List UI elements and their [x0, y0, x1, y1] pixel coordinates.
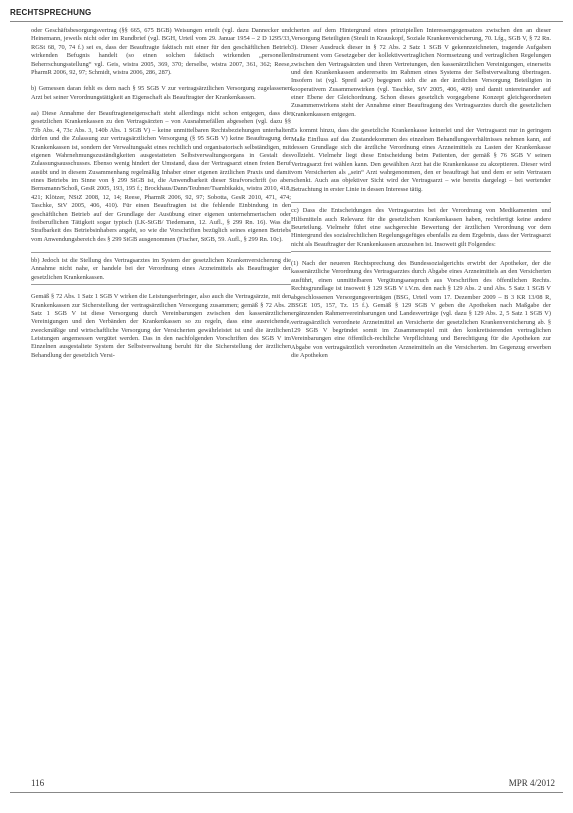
paragraph: Gemäß § 72 Abs. 1 Satz 1 SGB V wirken die Leistungserbringer, also auch die Vertragsärzte, mit den Krankenkassen zur Sicherstellung der vertragsärztlichen Versorgung zusammen; gemäß § 72 Abs. 2 Satz 1 SGB V ist diese Versorgung durch Vereinbarungen zwischen den kassenärztlichen Vereinigungen und den Verbänden der Krankenkassen so zu regeln, dass eine ausreichende, zweckmäßige und wirtschaftliche Versorgung der Versicherten gewährleistet ist und die ärztlichen Leistungen angemessen vergütet werden. Das in den nachfolgenden Vorschriften des SGB V im Einzelnen ausgestaltete System der Selbstverwaltung beruht für die Sicherstellung der ärztlichen Behandlung der gesetzlich Versi- [31, 293, 291, 359]
right-column [291, 27, 551, 369]
paragraph: cherten auf dem Hintergrund eines prinzipiellen Interessengegensatzes zwischen den an dieser Versorgung Beteiligten (Steuli in Krauskopf, Soziale Krankenversicherung, 70. Lfg., SGB V, § 72 Rn. 3). Dieser Ausdruck dieser in § 72 Abs. 2 Satz 1 SGB V gekennzeichneten, tragende Aufgaben Instrument vom Gesetzgeber der kollektivvertraglichen Normsetzung und vertraglichen Regelungen zwischen den Vertragsärzten und ihren Vertretungen, den kassenärztlichen Vereinigungen, einerseits und den Krankenkassen andererseits im Rahmen eines Systems der Selbstverwaltung übertragen. Insofern ist (vgl. Spreil aaO) begegnen sich die an der ärztlichen Versorgung Beteiligten in kooperativem Zusammenwirken (vgl. Taschke, StV 2005, 406, 409) und damit untereinander auf einer Ebene der Gleichordnung. Schon dieses gesetzlich vorgegebene Konzept gleichgeordneten Zusammenwirkens steht der Annahme einer Beauftragung des Vertragsarztes durch die gesetzlichen Krankenkassen entgegen. [291, 27, 551, 118]
paragraph: Es kommt hinzu, dass die gesetzliche Krankenkasse keinerlei und der Vertragsarzt nur in geringem Maße Einfluss auf das Zustandekommen des einzelnen Behandlungsverhältnisses nehmen kann, auf dessen Grundlage sich die ärztliche Verordnung eines Arzneimittels zu Lasten der Krankenkasse vollzieht. Vielmehr liegt diese Entscheidung beim Patienten, der gemäß § 76 SGB V seinen Vertragsarzt frei wählen kann. Den gewählten Arzt hat die Krankenkasse zu akzeptieren. Dieser wird vom Versicherten als „sein“ Arzt wahrgenommen, den er beauftragt hat und dem er sein Vertrauen schenkt. Auch aus objektiver Sicht wird der Vertragsarzt – wie bereits dargelegt – bei wertender Betrachtung in erster Linie in dessen Interesse tätig. [291, 127, 551, 193]
header-divider [10, 21, 563, 22]
paragraph: oder Geschäftsbesorgungsvertrag (§§ 665, 675 BGB) Weisungen erteilt (vgl. dazu Dannecker und Heinemann, jeweils nicht oder im Rundbrief (vgl. BGH, Urteil vom 29. Januar 1954 – 2 D 1295/33, RGSt 68, 70, 74 f.) sei es, dass der Beauftragte faktisch mit einer für den geschäftlichen Betrieb wirkenden Befugnis handelt (so einen solchen faktisch wirkenden „personellen Beherrschungsstellung“ vgl. Geis, wistra 2005, 369, 370; derselbe, wistra 2007, 361, 362; Reese, PharmR 2006, 92, 97; Schmidt, wistra 2006, 286, 287). [31, 27, 291, 76]
left-column [31, 27, 291, 368]
paragraph: b) Gemessen daran fehlt es dem nach § 95 SGB V zur vertragsärztlichen Versorgung zugelassenen Arzt bei seiner Verordnungstätigkeit an Eigenschaft als Beauftragter der Krankenkassen. [31, 85, 291, 101]
paragraph-boxed: cc) Dass die Entscheidungen des Vertragsarztes bei der Verordnung von Medikamenten und Hilfsmitteln auch Relevanz für die gesetzlichen Krankenkassen haben, rechtfertigt keine andere Beurteilung. Vielmehr führt eine sachgerechte Bewertung der ärztlichen Verordnung vor dem Hintergrund des sozialrechtlichen Regelungsgefüges ebenfalls zu dem Ergebnis, dass der Vertragsarzt nicht als Beauftragter der Krankenkassen anzusehen ist. Insoweit gilt Folgendes: [291, 202, 551, 252]
page-number: 116 [31, 778, 45, 788]
paragraph: (1) Nach der neueren Rechtsprechung des Bundessozialgerichts erwirbt der Apotheker, der die kassenärztliche Verordnung des Vertragsarztes durch Abgabe eines Arzneimittels an den Versicherten ausführt, einen unmittelbaren Vergütungsanspruch aus Vorschriften des öffentlichen Rechts. Rechtsgrundlage ist insoweit § 129 SGB V i.V.m. den nach § 129 Abs. 2 und Abs. 5 Satz 1 SGB V abgeschlossenen Versorgungsverträgen (BSG, Urteil vom 17. Dezember 2009 – B 3 KR 13/08 R, BSGE 105, 157, Tz. 15 f.). Gemäß § 129 SGB V geben die Apotheken nach Maßgabe der ergänzenden Rahmenvereinbarungen und Landesverträge (vgl. dazu § 129 Abs. 2, 5 Satz 1 SGB V) vertragsärztlich verordnete Arzneimittel an Versicherte der gesetzlichen Krankenversicherung ab. § 129 SGB V begründet somit im Zusammenspiel mit den konkretisierenden vertraglichen Vereinbarungen eine öffentlich-rechtliche Verpflichtung und Berechtigung für die Apotheken zur Abgabe von vertragsärztlich verordneten Arzneimitteln an die Versicherten. Im Gegenzug erwerben die Apotheken [291, 260, 551, 360]
footer-divider [10, 792, 563, 793]
section-header: RECHTSPRECHUNG [10, 8, 92, 17]
journal-issue: MPR 4/2012 [508, 778, 555, 788]
paragraph-boxed: bb) Jedoch ist die Stellung des Vertragsarztes im System der gesetzlichen Krankenversicherung die Annahme nicht nahe, er handele bei der Verordnung eines Arzneimittels als Beauftragter der gesetzlichen Krankenkassen. [31, 252, 291, 285]
paragraph: aa) Diese Annahme der Beauftragteneigenschaft steht allerdings nicht schon entgegen, dass die gesetzlichen Krankenkassen zu den Vertragsärzten – von Ausnahmefällen abgesehen (vgl. dazu §§ 73b Abs. 4, 73c Abs. 3, 140b Abs. 1 SGB V) – keine unmittelbaren Rechtsbeziehungen unterhalten dürfen und die Zulassung zur vertragsärztlichen Versorgung (§ 95 SGB V) keine Beauftragung der Krankenkassen ist, sondern der Verwaltungsakt eines rechtlich und organisatorisch selbständigen, mit eigenen Wahrnehmungszuständigkeiten ausgestatteten Selbstverwaltungsorgans in Gestalt des Zulassungsausschusses. Ebenso wenig hindert der Umstand, dass der Vertragsarzt einen freien Beruf ausübt und in diesem Zusammenhang regelmäßig Inhaber einer eigenen ärztlichen Praxis und damit eines Betriebs im Sinne von § 299 StGB ist, die Anwendbarkeit dieser Strafvorschrift (so aber Bernsmann/Schoß, GesR 2005, 193, 195 f.; Brockhaus/Dann/Teubner/Tsambikakis, wistra 2010, 418, 421; Klötzer, NStZ 2008, 12, 14; Reese, PharmR 2006, 92, 97; Sobotta, GesR 2010, 471, 474; Taschke, StV 2005, 406, 410). Für einen Beauftragten ist die fehlende Einbindung in den geschäftlichen Betrieb auf der Grundlage der Ausübung einer eigenen unternehmerischen oder freiberuflichen Tätigkeit sogar typisch (LK-StGB/ Tiedemann, 12. Aufl., § 299 Rn. 16). Was die Strafbarkeit des Betriebsinhabers angeht, so wie die Vorschriften bezüglich seines eigenen Betriebs vom Anwendungsbereich des § 299 StGB ausgenommen (Fischer, StGB, 59. Aufl., § 299 Rn. 10c). [31, 110, 291, 243]
